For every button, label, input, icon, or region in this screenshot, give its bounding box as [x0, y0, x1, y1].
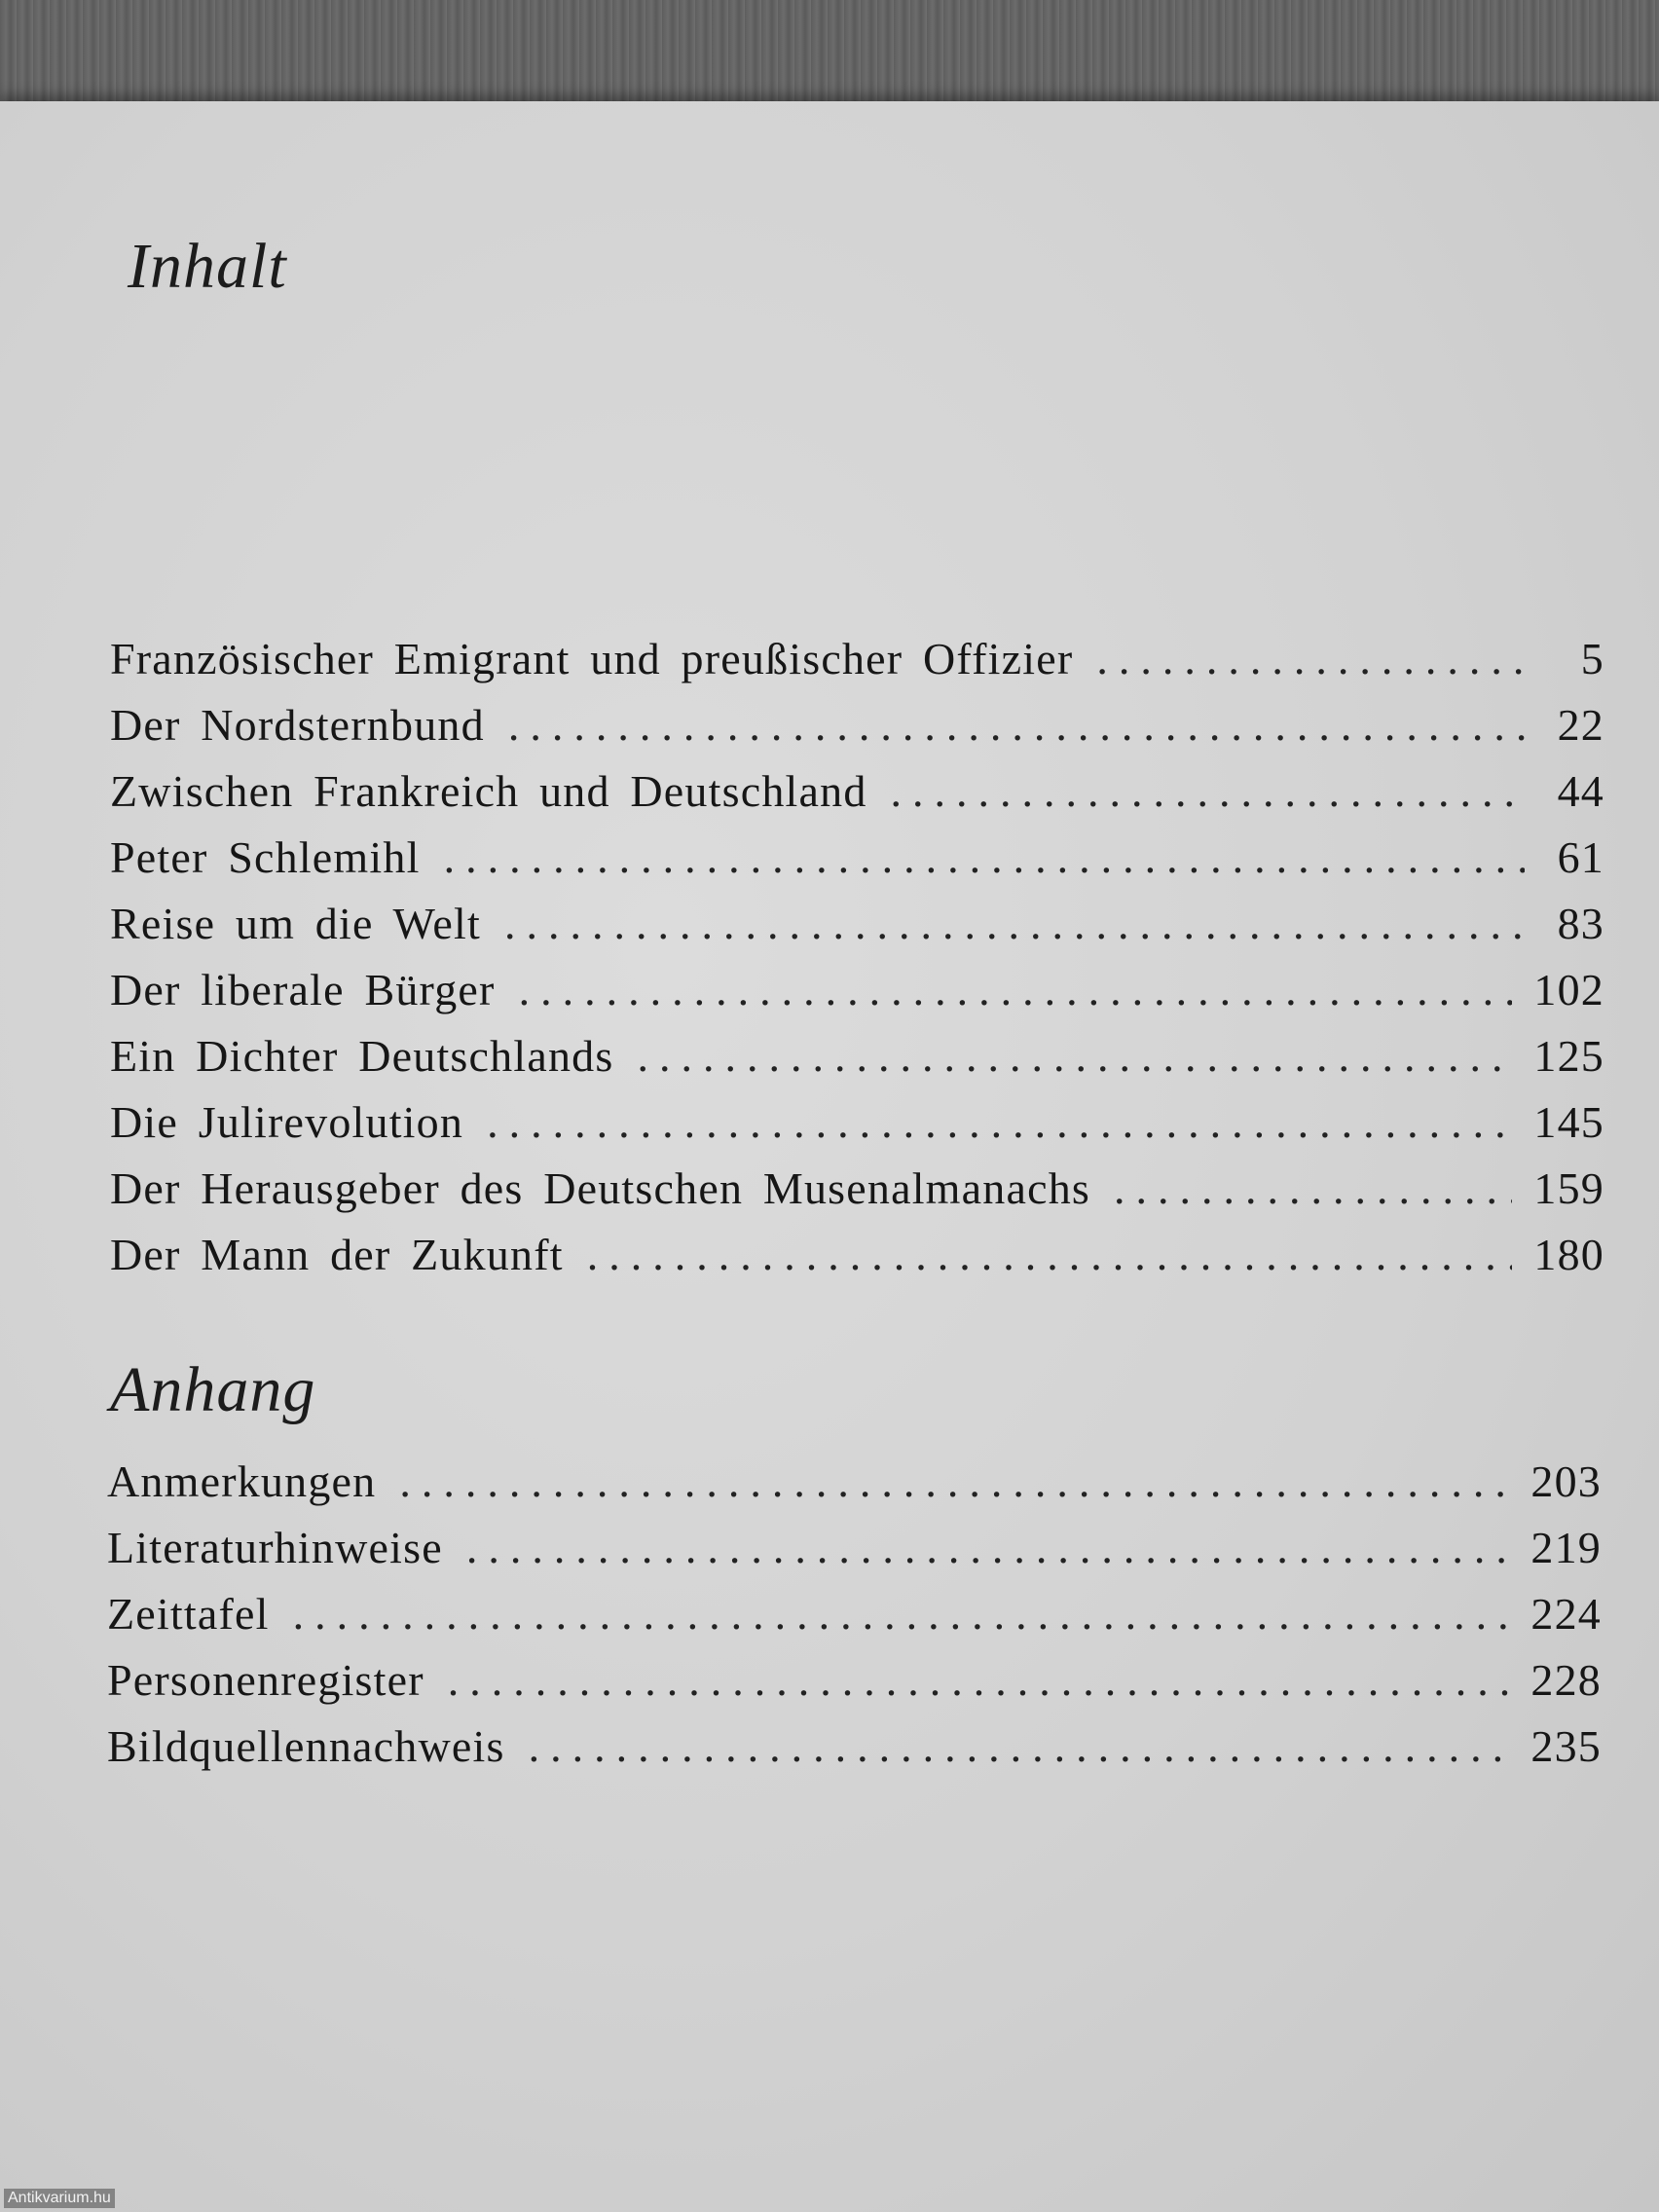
toc-entry-title: Der Mann der Zukunft [110, 1230, 564, 1279]
toc-entry-title: Französischer Emigrant und preußischer Offizier [110, 634, 1074, 683]
appendix-entry [107, 1456, 1602, 1522]
appendix-entry-title: Personenregister [107, 1655, 424, 1705]
dot-leader [519, 964, 1513, 1015]
appendix-entry-title: Zeittafel [107, 1589, 270, 1639]
dot-leader [444, 831, 1525, 883]
dot-leader [448, 1654, 1510, 1706]
appendix-heading: Anhang [110, 1354, 316, 1425]
toc-entry-page: 61 [1557, 832, 1604, 882]
appendix-entry-title: Literaturhinweise [107, 1523, 443, 1572]
toc-entry-title: Der liberale Bürger [110, 965, 496, 1014]
appendix-entry-page: 228 [1530, 1655, 1602, 1705]
toc-entry-title: Reise um die Welt [110, 899, 481, 948]
toc-entry-page: 102 [1533, 965, 1604, 1014]
appendix-entry [107, 1654, 1602, 1720]
toc-entry-page: 83 [1557, 899, 1604, 948]
toc-entry [110, 1030, 1604, 1096]
appendix-entry-page: 224 [1530, 1589, 1602, 1639]
toc-entry-title: Der Nordsternbund [110, 700, 485, 750]
dot-leader [504, 898, 1525, 949]
toc-entry-page: 5 [1580, 634, 1604, 683]
toc-entry [110, 699, 1604, 765]
toc-entry-title: Der Herausgeber des Deutschen Musenalmanachs [110, 1163, 1091, 1213]
dot-leader [587, 1229, 1513, 1280]
toc-entry-title: Ein Dichter Deutschlands [110, 1031, 614, 1081]
dot-leader [637, 1030, 1512, 1082]
toc-entry-title: Die Julirevolution [110, 1097, 464, 1147]
toc-entry [110, 1229, 1604, 1295]
background-surface [0, 0, 1659, 117]
toc-entry-page: 125 [1533, 1031, 1604, 1081]
toc-entry-title: Zwischen Frankreich und Deutschland [110, 766, 867, 816]
toc-entry-title: Peter Schlemihl [110, 832, 421, 882]
dot-leader [399, 1456, 1509, 1507]
appendix-entry [107, 1720, 1602, 1787]
appendix-entry-page: 203 [1530, 1456, 1602, 1506]
toc-entry [110, 964, 1604, 1030]
toc-entry [110, 1162, 1604, 1229]
dot-leader [508, 699, 1525, 751]
appendix-entry [107, 1522, 1602, 1588]
dot-leader [293, 1588, 1510, 1640]
dot-leader [487, 1096, 1512, 1148]
toc-entry-page: 145 [1533, 1097, 1604, 1147]
appendix-entry-title: Anmerkungen [107, 1456, 377, 1506]
toc-entry-page: 159 [1533, 1163, 1604, 1213]
toc-entry [110, 898, 1604, 964]
appendix-entry-page: 235 [1530, 1721, 1602, 1771]
appendix-entry-page: 219 [1530, 1523, 1602, 1572]
toc-entry [110, 1096, 1604, 1162]
contents-list [110, 633, 1604, 1295]
contents-heading: Inhalt [128, 231, 287, 302]
dot-leader [529, 1720, 1510, 1772]
appendix-list [107, 1456, 1602, 1787]
dot-leader [1114, 1162, 1512, 1214]
toc-entry-page: 22 [1557, 700, 1604, 750]
appendix-entry [107, 1588, 1602, 1654]
toc-entry [110, 831, 1604, 898]
toc-entry-page: 44 [1557, 766, 1604, 816]
watermark: Antikvarium.hu [4, 2189, 115, 2208]
dot-leader [1096, 633, 1525, 684]
dot-leader [466, 1522, 1510, 1573]
toc-entry-page: 180 [1533, 1230, 1604, 1279]
dot-leader [891, 765, 1525, 817]
toc-entry [110, 633, 1604, 699]
toc-entry [110, 765, 1604, 831]
appendix-entry-title: Bildquellennachweis [107, 1721, 505, 1771]
